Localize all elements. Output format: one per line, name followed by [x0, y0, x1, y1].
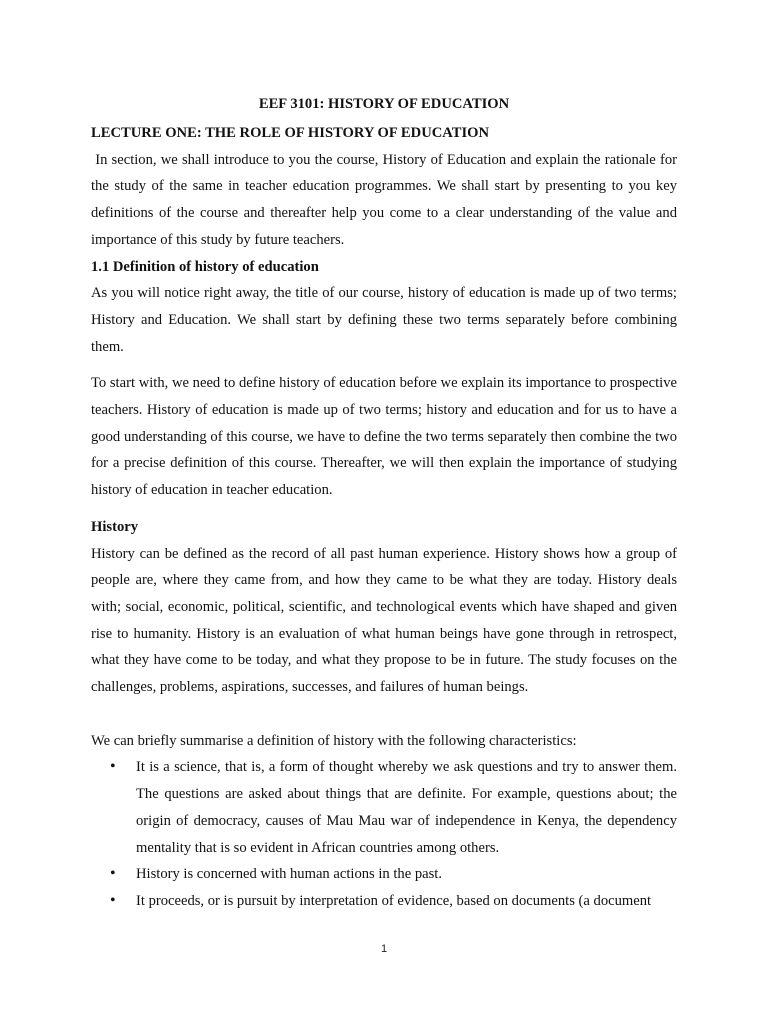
page-number: 1	[380, 943, 388, 955]
bullet-icon: •	[110, 758, 116, 776]
lecture-heading: LECTURE ONE: THE ROLE OF HISTORY OF EDUCATION	[91, 125, 490, 141]
bullet-icon: •	[110, 891, 116, 909]
definition-paragraph-1: As you will notice right away, the title of our course, history of education is made up of two terms; History and Education. We shall start by defining these two terms separately before combining them.	[91, 285, 677, 355]
list-item-text: History is concerned with human actions in the past.	[136, 866, 442, 883]
section-heading-definition: 1.1 Definition of history of education	[91, 258, 319, 275]
list-item-text: It proceeds, or is pursuit by interpretation of evidence, based on documents (a document	[136, 892, 652, 909]
document-title: EEF 3101: HISTORY OF EDUCATION	[258, 96, 510, 112]
list-item-text: It is a science, that is, a form of thought whereby we ask questions and try to answer them. The questions are asked about things that are definite. For example, questions about; the origin of democracy, causes of Mau Mau war of independence in Kenya, the dependency mentality that is so evident in African countries among others.	[136, 759, 677, 856]
list-item	[91, 888, 677, 915]
summary-intro: We can briefly summarise a definition of history with the following characteristics:	[91, 732, 577, 749]
section-heading-history: History	[91, 518, 139, 535]
page-content	[91, 92, 681, 915]
list-item	[91, 754, 677, 861]
history-paragraph: History can be defined as the record of all past human experience. History shows how a group of people are, where they came from, and how they came to be what they are today. History deals with; social, economic, political, scientific, and technological events which have shaped and given rise to humanity. History is an evaluation of what human beings have gone through in retrospect, what they have come to be today, and what they propose to be in future. The study focuses on the challenges, problems, aspirations, successes, and failures of human beings.	[91, 545, 677, 696]
list-item	[91, 861, 677, 888]
characteristics-list	[91, 754, 677, 914]
definition-paragraph-2: To start with, we need to define history of education before we explain its importance to prospective teachers. History of education is made up of two terms; history and education and for us to have a good understanding of this course, we have to define the two terms separately then combine the two for a precise definition of this course. Thereafter, we will then explain the importance of studying history of education in teacher education.	[91, 375, 677, 499]
intro-paragraph: In section, we shall introduce to you the course, History of Education and explain the rationale for the study of the same in teacher education programmes. We shall start by presenting to you key definitions of the course and thereafter help you come to a clear understanding of the value and importance of this study by future teachers.	[91, 151, 681, 248]
bullet-icon: •	[110, 865, 116, 883]
